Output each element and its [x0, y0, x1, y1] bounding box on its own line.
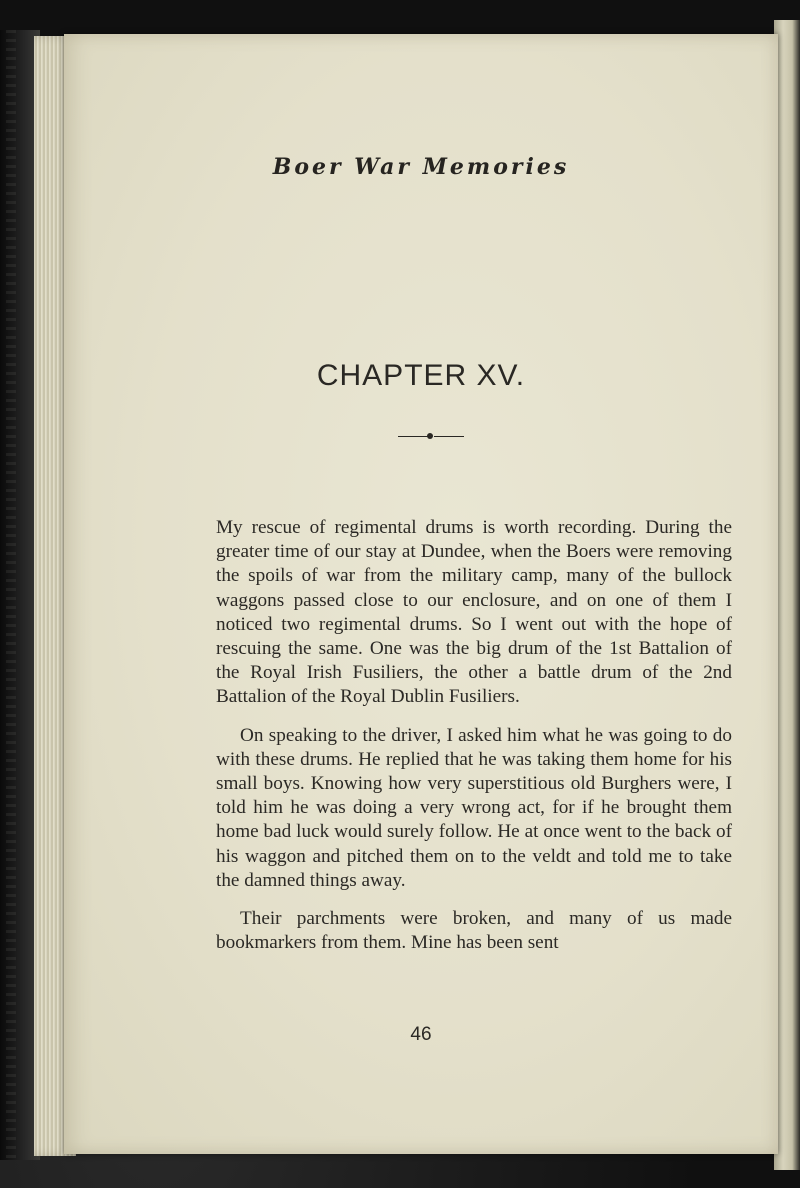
ornament-rule-left [398, 436, 428, 437]
paragraph-1: My rescue of regimental drums is worth recording. During the greater time of our stay at Dundee, when the Boers were removing the spoils of war from the military camp, many of the bullock waggons passed close to our enclosure, and on one of them I noticed two regimental drums. So I went out with the hope of rescuing the same. One was the big drum of the 1st Battalion of the Royal Irish Fusiliers, the other a battle drum of the 2nd Battalion of the Royal Dublin Fusiliers. [216, 517, 732, 708]
book-page [64, 34, 778, 1154]
paragraph-3: Their parchments were broken, and many of us made bookmarkers from them. Mine has been sent [216, 908, 732, 954]
chapter-ornament [398, 432, 464, 442]
paragraph-2: On speaking to the driver, I asked him what he was going to do with these drums. He replied that he was taking them home for his small boys. Knowing how very superstitious old Burghers were, I told him he was doing a very wrong act, for if he brought them home bad luck would surely follow. He at once went to the back of his waggon and pitched them on to the veldt and told me to take the damned things away. [216, 724, 732, 891]
ornament-dot [427, 433, 433, 439]
chapter-title: CHAPTER XV. [316, 359, 526, 392]
body-text [216, 516, 732, 955]
running-head: Boer War Memories [272, 154, 570, 180]
ornament-rule-right [434, 436, 464, 437]
page-number: 46 [410, 1024, 432, 1045]
